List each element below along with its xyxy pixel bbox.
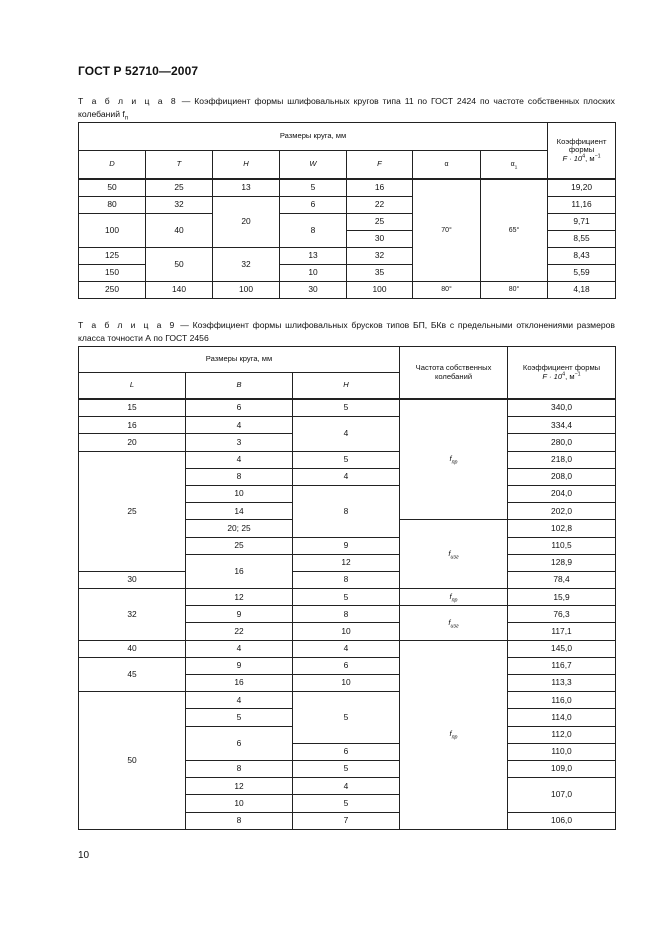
table9-coef-header bbox=[508, 347, 616, 400]
table9-cell: 40 bbox=[79, 640, 186, 657]
table8-col-alpha1 bbox=[481, 151, 548, 180]
table8-col-W: W bbox=[280, 151, 347, 180]
table9-cell: 76,3 bbox=[508, 606, 616, 623]
table8-header-row-1 bbox=[79, 123, 616, 151]
table8-cell: 8 bbox=[280, 214, 347, 248]
table9-coef-header-text: Коэффициент формы bbox=[522, 363, 601, 373]
table9-cell: 4 bbox=[293, 417, 400, 451]
table9-cell: 10 bbox=[186, 485, 293, 502]
table8-coef-unit-exp: −1 bbox=[594, 153, 601, 160]
table9-freq-sub: изг bbox=[450, 554, 459, 561]
table8-group-header: Размеры круга, мм bbox=[79, 123, 548, 151]
table9-col-H: H bbox=[293, 373, 400, 400]
table9-caption-text: — Коэффициент формы шлифовальных брусков типов БП, БКв с предельными отклонениями размеров класса точности А по ГОСТ 2456 bbox=[78, 320, 615, 343]
table8-col-alpha: α bbox=[413, 151, 481, 180]
table8-cell: 40 bbox=[146, 214, 213, 248]
page-number: 10 bbox=[78, 850, 90, 861]
table8-cell: 100 bbox=[213, 282, 280, 299]
table9-cell: 8 bbox=[186, 812, 293, 829]
table8-header-row-2 bbox=[79, 151, 616, 180]
table9-cell: 218,0 bbox=[508, 451, 616, 468]
table9-caption-label: Т а б л и ц а 9 bbox=[78, 320, 177, 330]
table9-cell: 109,0 bbox=[508, 760, 616, 777]
table8-caption-text: — Коэффициент формы шлифовальных кругов типа 11 по ГОСТ 2424 по частоте собственных плоских колебаний f bbox=[78, 96, 615, 119]
table8-coef-formula: F · 10 bbox=[562, 153, 583, 163]
table9-cell: 4 bbox=[293, 640, 400, 657]
table9-cell: 334,4 bbox=[508, 417, 616, 434]
table8-cell: 20 bbox=[213, 197, 280, 248]
table9-cell: 9 bbox=[293, 537, 400, 554]
table9-group-header: Размеры круга, мм bbox=[79, 347, 400, 373]
table9-cell: 4 bbox=[186, 417, 293, 434]
table9-cell: 50 bbox=[79, 692, 186, 830]
table9-freq-symbol: f bbox=[448, 617, 451, 627]
table8-cell: 25 bbox=[347, 214, 413, 231]
table9-freq-symbol: f bbox=[449, 591, 452, 601]
table9-freq-fizg bbox=[400, 606, 508, 640]
table8-col-T: T bbox=[146, 151, 213, 180]
table9-cell: 45 bbox=[79, 657, 186, 691]
table9-cell: 6 bbox=[186, 399, 293, 417]
table9-cell: 4 bbox=[186, 640, 293, 657]
table9-cell: 280,0 bbox=[508, 434, 616, 451]
table9-cell: 15 bbox=[79, 399, 186, 417]
table8-cell: 125 bbox=[79, 248, 146, 265]
table9-cell: 202,0 bbox=[508, 503, 616, 520]
table-row bbox=[79, 179, 616, 197]
table9-freq-fpr bbox=[400, 589, 508, 606]
table9-cell: 114,0 bbox=[508, 709, 616, 726]
table9-cell: 12 bbox=[186, 778, 293, 795]
table9-cell: 7 bbox=[293, 812, 400, 829]
table8-cell: 140 bbox=[146, 282, 213, 299]
table9-cell: 5 bbox=[293, 692, 400, 744]
table9-cell: 8 bbox=[186, 468, 293, 485]
table8-cell: 32 bbox=[347, 248, 413, 265]
table9-coef-formula: F · 10 bbox=[542, 371, 563, 381]
table9-freq-sub: пр bbox=[451, 460, 458, 466]
table9-cell: 128,9 bbox=[508, 554, 616, 571]
table8-cell: 13 bbox=[213, 179, 280, 197]
table9-cell: 10 bbox=[186, 795, 293, 812]
table9-cell: 5 bbox=[293, 451, 400, 468]
table9-freq-header: Частота собственных колебаний bbox=[400, 347, 508, 400]
table9-cell: 8 bbox=[293, 571, 400, 588]
table8-cell: 10 bbox=[280, 265, 347, 282]
table9-freq-fpr bbox=[400, 640, 508, 829]
table9-freq-fizg bbox=[400, 520, 508, 589]
table-row bbox=[79, 657, 616, 674]
table8-cell: 32 bbox=[146, 197, 213, 214]
table9-cell: 113,3 bbox=[508, 675, 616, 692]
table9-cell: 78,4 bbox=[508, 571, 616, 588]
table9-coef-unit-exp: −1 bbox=[574, 370, 581, 377]
table-row bbox=[79, 589, 616, 606]
table9-cell: 106,0 bbox=[508, 812, 616, 829]
table8-cell: 19,20 bbox=[548, 179, 616, 197]
table8-cell: 5 bbox=[280, 179, 347, 197]
table8-cell: 9,71 bbox=[548, 214, 616, 231]
table9-cell: 102,8 bbox=[508, 520, 616, 537]
table8-coef-header-text: Коэффициент формы bbox=[556, 136, 607, 155]
table-row bbox=[79, 399, 616, 417]
table9-cell: 10 bbox=[293, 675, 400, 692]
table8-caption-sub: п bbox=[124, 115, 129, 122]
table8-coef-exp: 4 bbox=[582, 153, 586, 160]
table9-cell: 5 bbox=[186, 709, 293, 726]
table9-cell: 110,0 bbox=[508, 743, 616, 760]
table-row bbox=[79, 282, 616, 299]
table9-cell: 6 bbox=[293, 657, 400, 674]
table9-cell: 12 bbox=[186, 589, 293, 606]
table9-cell: 107,0 bbox=[508, 778, 616, 812]
table9-cell: 32 bbox=[79, 589, 186, 641]
table9-cell: 3 bbox=[186, 434, 293, 451]
table9-cell: 4 bbox=[293, 468, 400, 485]
table8-cell: 25 bbox=[146, 179, 213, 197]
table9-cell: 5 bbox=[293, 589, 400, 606]
table9-col-L: L bbox=[79, 373, 186, 400]
table8-cell: 35 bbox=[347, 265, 413, 282]
table9-freq-symbol: f bbox=[449, 454, 452, 464]
table9-cell: 112,0 bbox=[508, 726, 616, 743]
table8-cell: 80 bbox=[79, 197, 146, 214]
table9-freq-fpr bbox=[400, 399, 508, 520]
table8-cell: 16 bbox=[347, 179, 413, 197]
table8-cell: 30 bbox=[280, 282, 347, 299]
table8 bbox=[78, 122, 616, 299]
table9-cell: 8 bbox=[293, 606, 400, 623]
table9-cell: 20 bbox=[79, 434, 186, 451]
table9-cell: 9 bbox=[186, 657, 293, 674]
table9-cell: 25 bbox=[186, 537, 293, 554]
table9-cell: 117,1 bbox=[508, 623, 616, 640]
table8-cell: 4,18 bbox=[548, 282, 616, 299]
table9-header-row-1 bbox=[79, 347, 616, 373]
table-row bbox=[79, 417, 616, 434]
table9-cell: 340,0 bbox=[508, 399, 616, 417]
table8-cell: 30 bbox=[347, 231, 413, 248]
table9-caption bbox=[78, 319, 615, 344]
table8-col-alpha1-sub: 1 bbox=[514, 165, 518, 171]
document-title: ГОСТ Р 52710—2007 bbox=[78, 64, 199, 78]
table-row bbox=[79, 451, 616, 468]
table-row bbox=[79, 692, 616, 709]
table9-cell: 5 bbox=[293, 399, 400, 417]
table9-freq-symbol: f bbox=[448, 549, 451, 559]
table9-cell: 20; 25 bbox=[186, 520, 293, 537]
table9-cell: 10 bbox=[293, 623, 400, 640]
table9-cell: 5 bbox=[293, 760, 400, 777]
table9-cell: 116,7 bbox=[508, 657, 616, 674]
table9-freq-sub: пр bbox=[451, 735, 458, 741]
table8-coef-unit: , м bbox=[585, 153, 595, 163]
table9-cell: 16 bbox=[186, 675, 293, 692]
table8-cell: 6 bbox=[280, 197, 347, 214]
table9-cell: 116,0 bbox=[508, 692, 616, 709]
table9-cell: 12 bbox=[293, 554, 400, 571]
table8-cell: 13 bbox=[280, 248, 347, 265]
table8-cell-alpha1: 65° bbox=[481, 179, 548, 282]
table9-cell: 8 bbox=[186, 760, 293, 777]
table8-caption-label: Т а б л и ц а 8 bbox=[78, 96, 178, 106]
table9-cell: 208,0 bbox=[508, 468, 616, 485]
table8-coef-header bbox=[548, 123, 616, 180]
table9-cell: 4 bbox=[186, 451, 293, 468]
table8-cell: 22 bbox=[347, 197, 413, 214]
table9-freq-sub: изг bbox=[450, 623, 459, 630]
table8-cell: 100 bbox=[79, 214, 146, 248]
table8-cell: 80° bbox=[481, 282, 548, 299]
table9-col-B: B bbox=[186, 373, 293, 400]
table8-cell: 100 bbox=[347, 282, 413, 299]
table8-cell: 8,43 bbox=[548, 248, 616, 265]
table8-col-F: F bbox=[347, 151, 413, 180]
table8-cell: 32 bbox=[213, 248, 280, 282]
table9-freq-sub: пр bbox=[451, 597, 458, 604]
table9-cell: 145,0 bbox=[508, 640, 616, 657]
table8-cell: 8,55 bbox=[548, 231, 616, 248]
table9-cell: 16 bbox=[79, 417, 186, 434]
table8-cell: 150 bbox=[79, 265, 146, 282]
table9-cell: 4 bbox=[293, 778, 400, 795]
table9-cell: 25 bbox=[79, 451, 186, 571]
table9 bbox=[78, 346, 616, 830]
table8-cell: 80° bbox=[413, 282, 481, 299]
table-row bbox=[79, 571, 616, 588]
table9-cell: 204,0 bbox=[508, 485, 616, 502]
table9-cell: 5 bbox=[293, 795, 400, 812]
table9-cell: 6 bbox=[186, 726, 293, 760]
table9-cell: 9 bbox=[186, 606, 293, 623]
table8-cell: 11,16 bbox=[548, 197, 616, 214]
table8-col-alpha1-symbol: α bbox=[510, 160, 515, 168]
table8-cell: 5,59 bbox=[548, 265, 616, 282]
table-row bbox=[79, 640, 616, 657]
table9-cell: 14 bbox=[186, 503, 293, 520]
table9-freq-symbol: f bbox=[449, 729, 452, 739]
table8-caption bbox=[78, 95, 615, 120]
table9-cell: 15,9 bbox=[508, 589, 616, 606]
table9-coef-unit: , м bbox=[565, 371, 575, 381]
table9-cell: 8 bbox=[293, 485, 400, 537]
table8-cell: 50 bbox=[79, 179, 146, 197]
table9-cell: 4 bbox=[186, 692, 293, 709]
table9-cell: 16 bbox=[186, 554, 293, 588]
table9-cell: 6 bbox=[293, 743, 400, 760]
table9-cell: 30 bbox=[79, 571, 186, 588]
table9-cell: 110,5 bbox=[508, 537, 616, 554]
table8-cell: 250 bbox=[79, 282, 146, 299]
table8-col-D: D bbox=[79, 151, 146, 180]
table8-col-H: H bbox=[213, 151, 280, 180]
table8-cell: 50 bbox=[146, 248, 213, 282]
table9-cell: 22 bbox=[186, 623, 293, 640]
table9-coef-exp: 4 bbox=[562, 370, 566, 377]
table8-cell-alpha: 70° bbox=[413, 179, 481, 282]
